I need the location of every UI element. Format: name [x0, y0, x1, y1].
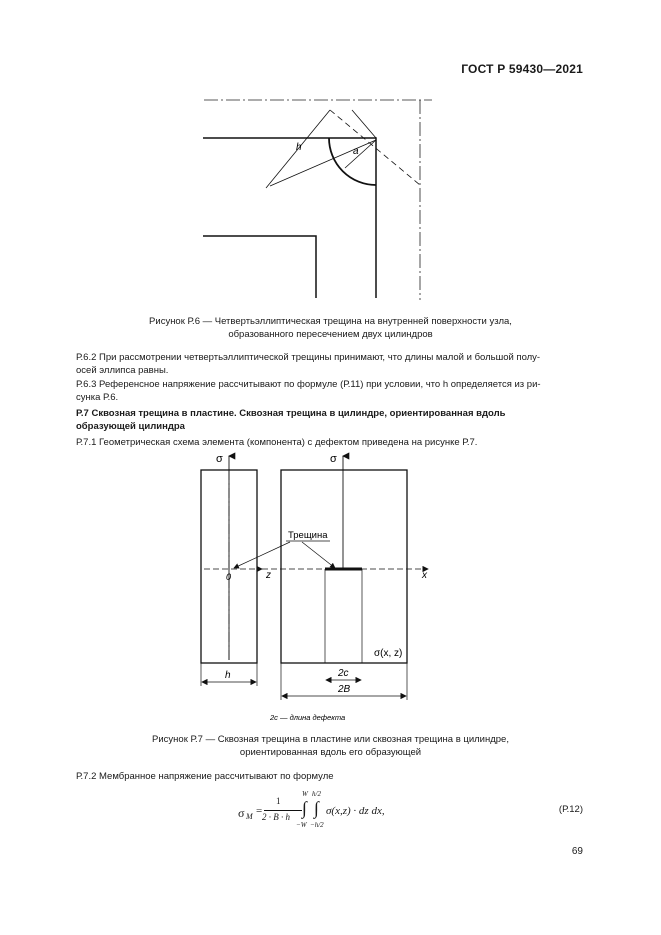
formula-equals: =: [256, 805, 263, 817]
formula-fraction-denominator: 2 · B · h: [262, 812, 290, 822]
figure-p7-caption-line2: ориентированная вдоль его образующей: [239, 747, 422, 758]
formula-lhs: σ: [238, 806, 245, 820]
section-p7-title-line2: образующей цилиндра: [76, 421, 185, 432]
paragraph-p6-2-line1: Р.6.2 При рассмотрении четвертьэллиптической трещины принимают, что длины малой и большой полу-: [76, 352, 541, 363]
crack-leader-right: [302, 542, 335, 568]
paragraph-p6-2-line2: осей эллипса равны.: [76, 365, 169, 376]
formula-int1-lower: −W: [296, 821, 307, 829]
page-number: 69: [571, 846, 583, 857]
figure-p7-caption-line1: Рисунок Р.7 — Сквозная трещина в пластине или сквозная трещина в цилиндре,: [152, 734, 509, 745]
formula-int1-upper: W: [302, 790, 308, 798]
formula-fraction-numerator: 1: [276, 796, 281, 806]
paragraph-p6-3-line2: сунка Р.6.: [76, 392, 119, 403]
formula-integral-2-icon: ∫: [314, 798, 319, 818]
formula-p12: [238, 792, 408, 830]
formula-fraction-bar: [264, 810, 302, 811]
label-2c: 2c: [338, 668, 349, 679]
label-sigma-left: σ: [216, 453, 223, 465]
label-h: h: [296, 142, 302, 153]
label-sigma-xz: σ(x, z): [374, 648, 403, 659]
paragraph-p7-1: Р.7.1 Геометрическая схема элемента (компонента) с дефектом приведена на рисунке Р.7.: [76, 437, 478, 448]
paragraph-p6-3-line1: Р.6.3 Референсное напряжение рассчитывают по формуле (Р.11) при условии, что h определяется из ри-: [76, 379, 541, 390]
section-p7-title-line1: Р.7 Сквозная трещина в пластине. Сквозная трещина в цилиндре, ориентированная вдоль: [76, 408, 506, 419]
formula-number: (Р.12): [558, 804, 583, 815]
paragraph-p7-2: Р.7.2 Мембранное напряжение рассчитывают по формуле: [76, 771, 334, 782]
document-header: ГОСТ Р 59430—2021: [461, 62, 583, 76]
label-h-dim: h: [225, 670, 231, 681]
formula-int2-lower: −h/2: [310, 821, 324, 829]
label-sigma-right: σ: [330, 453, 337, 465]
figure-p6-caption-line1: Рисунок Р.6 — Четвертьэллиптическая трещина на внутренней поверхности узла,: [149, 316, 512, 327]
label-z: z: [266, 570, 271, 581]
label-2b: 2B: [338, 684, 351, 695]
label-zero: 0: [226, 572, 232, 582]
formula-integral-1-icon: ∫: [302, 798, 307, 818]
label-x: x: [422, 570, 427, 581]
formula-integrand: σ(x,z) · dz dx,: [326, 805, 385, 817]
label-a: a: [353, 146, 359, 157]
formula-int2-upper: h/2: [312, 790, 321, 798]
label-crack: Трещина: [288, 530, 328, 541]
formula-lhs-subscript: M: [246, 812, 253, 821]
figure-p6-caption-line2: образованного пересечением двух цилиндров: [228, 329, 433, 340]
figure-p7-note: 2c — длина дефекта: [270, 713, 346, 722]
plate-front: [281, 470, 407, 663]
